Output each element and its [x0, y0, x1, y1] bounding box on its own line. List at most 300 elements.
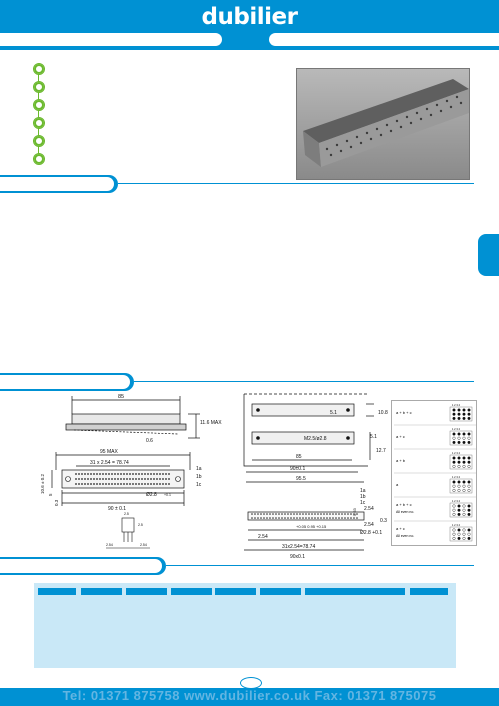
pin-dot: [144, 483, 146, 485]
pin-dot: [147, 478, 149, 480]
pin-dot: [75, 473, 77, 475]
pin-dot: [308, 513, 310, 515]
pin-dot: [129, 473, 131, 475]
pattern-pin: [468, 461, 471, 464]
pattern-pin: [458, 417, 461, 420]
pin-dot: [290, 517, 292, 519]
pin-dot: [108, 478, 110, 480]
pattern-pin: [458, 489, 461, 492]
pin-dot: [111, 478, 113, 480]
pattern-label: a + b: [396, 458, 406, 463]
pcb-row-c: 1c: [360, 500, 366, 506]
pin-dot: [111, 483, 113, 485]
dim-03-label: 0.3: [54, 499, 59, 506]
pin-dot: [254, 513, 256, 515]
pattern-pin: [463, 465, 466, 468]
pin-dot: [96, 478, 98, 480]
pattern-pin: [458, 481, 461, 484]
pin-dot: [350, 517, 352, 519]
pattern-pin: [463, 513, 466, 516]
pin-dot: [266, 513, 268, 515]
pattern-sublabel: All even no.: [396, 534, 415, 538]
pin-dot: [254, 517, 256, 519]
pin-dot: [278, 513, 280, 515]
pin-dot: [344, 513, 346, 515]
pin-dot: [314, 517, 316, 519]
pattern-pin: [453, 409, 456, 412]
pin-dot: [132, 473, 134, 475]
pin-dot: [90, 483, 92, 485]
pin-dot: [93, 478, 95, 480]
pattern-pin: [468, 537, 471, 540]
header-pill-left: [0, 33, 222, 46]
row-b-label: 1b: [196, 474, 202, 480]
pattern-pin: [463, 441, 466, 444]
panel-cutout-drawing: [240, 390, 388, 560]
pin-dot: [84, 473, 86, 475]
pattern-pin: [468, 533, 471, 536]
pin-dot: [153, 483, 155, 485]
pin-dot: [123, 478, 125, 480]
pin-dot: [332, 513, 334, 515]
row-a-label: 1a: [196, 466, 202, 472]
pin-dot: [120, 473, 122, 475]
pattern-pin: [453, 529, 456, 532]
pin-dot: [90, 473, 92, 475]
pattern-pin: [468, 509, 471, 512]
pin-dot: [96, 473, 98, 475]
pin-detail-b1: 2.54: [106, 543, 113, 547]
pin-dot: [81, 473, 83, 475]
pattern-pin: [468, 417, 471, 420]
pin-dot: [338, 513, 340, 515]
pin-detail-b2: 2.54: [140, 543, 147, 547]
pcb-base-label: 90x0.1: [290, 554, 306, 560]
pin-dot: [326, 517, 328, 519]
pin-dot: [335, 517, 337, 519]
pattern-header: 1 2 3 4: [452, 452, 460, 455]
pin-dot: [296, 513, 298, 515]
pin-dot: [87, 473, 89, 475]
pattern-header: 1 2 3 4: [452, 428, 460, 431]
pin-dot: [135, 473, 137, 475]
pattern-pin: [468, 433, 471, 436]
pin-dot: [78, 473, 80, 475]
pattern-pin: [458, 533, 461, 536]
pattern-pin: [468, 409, 471, 412]
pin-dot: [251, 517, 253, 519]
pattern-pin: [463, 409, 466, 412]
bullet-icon: [33, 81, 45, 93]
pin-dot: [284, 517, 286, 519]
pin-dot: [138, 473, 140, 475]
pattern-pin: [463, 433, 466, 436]
pattern-pin: [468, 441, 471, 444]
pin-dot: [108, 483, 110, 485]
pin-pattern-table: [391, 400, 477, 546]
pattern-sublabel: All even no.: [396, 510, 415, 514]
pin-dot: [162, 473, 164, 475]
spec-table-panel: [34, 583, 456, 668]
pattern-label: a + b + c: [396, 502, 412, 507]
pin-dot: [257, 513, 259, 515]
pin-dot: [99, 473, 101, 475]
cutout-dim-955: 95.5: [296, 476, 306, 482]
pin-dot: [257, 517, 259, 519]
pattern-pin: [463, 461, 466, 464]
pin-dot: [165, 478, 167, 480]
pattern-pin: [458, 457, 461, 460]
pin-dot: [281, 513, 283, 515]
pattern-header: 1 2 3 4: [452, 500, 460, 503]
pin-dot: [123, 473, 125, 475]
pin-dot: [87, 478, 89, 480]
pattern-pin: [468, 481, 471, 484]
pin-dot: [114, 473, 116, 475]
pattern-pin: [463, 457, 466, 460]
cutout-dim-85: 85: [296, 454, 302, 460]
pin-dot: [114, 478, 116, 480]
base-label: 90 ± 0.1: [108, 506, 127, 512]
pin-dot: [81, 483, 83, 485]
pattern-label: a + b + c: [396, 410, 412, 415]
pattern-pin: [453, 413, 456, 416]
pin-dot: [314, 513, 316, 515]
pattern-pin: [458, 437, 461, 440]
pin-dot: [96, 483, 98, 485]
pattern-label: a: [396, 482, 399, 487]
pin-dot: [150, 478, 152, 480]
pin-dot: [150, 483, 152, 485]
pcb-dim-254-l: 2.54: [258, 534, 268, 540]
pin-dot: [105, 473, 107, 475]
pin-dot: [293, 517, 295, 519]
pin-dot: [156, 473, 158, 475]
pin-dot: [114, 483, 116, 485]
pattern-pin: [453, 505, 456, 508]
pcb-pitch-label: 31x2.54=78.74: [282, 544, 316, 550]
pattern-pin: [468, 489, 471, 492]
pin-dot: [305, 517, 307, 519]
pin-dot: [165, 473, 167, 475]
pattern-pin: [458, 413, 461, 416]
table-header-cell: [38, 588, 76, 595]
cutout-dim-51-top: 5.1: [330, 410, 337, 416]
pattern-pin: [468, 485, 471, 488]
pin-dot: [317, 517, 319, 519]
pin-dot: [135, 478, 137, 480]
pin-dot: [144, 478, 146, 480]
pin-dot: [150, 473, 152, 475]
pattern-pin: [468, 457, 471, 460]
pattern-pin: [458, 441, 461, 444]
pin-dot: [105, 478, 107, 480]
pin-dot: [132, 478, 134, 480]
pin-dot: [99, 478, 101, 480]
pin-dot: [162, 478, 164, 480]
pattern-pin: [468, 413, 471, 416]
pin-dot: [269, 513, 271, 515]
pattern-pin: [453, 489, 456, 492]
pattern-pin: [458, 485, 461, 488]
pin-dot: [311, 517, 313, 519]
section-tab-1-inner: [0, 177, 114, 191]
pattern-pin: [463, 417, 466, 420]
pattern-header: 1 2 3 4: [452, 404, 460, 407]
pin-dot: [320, 513, 322, 515]
pin-dot: [332, 517, 334, 519]
pin-dot: [126, 483, 128, 485]
pattern-pin: [453, 457, 456, 460]
pattern-pin: [453, 433, 456, 436]
pin-dot: [353, 517, 355, 519]
pattern-label: a + c: [396, 434, 405, 439]
pin-dot: [266, 517, 268, 519]
table-header-cell: [410, 588, 448, 595]
pin-dot: [132, 483, 134, 485]
pin-dot: [347, 517, 349, 519]
pin-dot: [117, 473, 119, 475]
hole-tolerance: +0.1: [164, 493, 171, 497]
pin-dot: [141, 473, 143, 475]
pin-dot: [78, 483, 80, 485]
pin-dot: [317, 513, 319, 515]
pin-dot: [159, 483, 161, 485]
pin-dot: [320, 517, 322, 519]
bullet-icon: [33, 63, 45, 75]
pin-dot: [302, 513, 304, 515]
pin-dot: [117, 478, 119, 480]
pin-dot: [90, 478, 92, 480]
pin-dot: [78, 478, 80, 480]
pin-dot: [260, 513, 262, 515]
front-pitch-label: 31 x 2.54 = 78.74: [90, 460, 129, 466]
pin-dot: [302, 517, 304, 519]
pcb-dim-254-r: 2.54: [364, 506, 374, 512]
pattern-pin: [463, 505, 466, 508]
pattern-pin: [453, 437, 456, 440]
pin-dot: [99, 483, 101, 485]
table-header-cell: [171, 588, 212, 595]
brand-logo: dubilier: [201, 4, 298, 30]
pin-dot: [326, 513, 328, 515]
bullet-icon: [33, 99, 45, 111]
pin-dot: [159, 473, 161, 475]
pin-dot: [156, 483, 158, 485]
pin-dot: [168, 478, 170, 480]
pin-dot: [329, 517, 331, 519]
pin-dot: [263, 513, 265, 515]
side-height-label: 11.6 MAX: [200, 420, 222, 426]
pattern-pin: [453, 533, 456, 536]
pattern-pin: [468, 465, 471, 468]
pin-label: 0.6: [146, 438, 153, 444]
side-index-tab: [478, 234, 499, 276]
pattern-pin: [468, 513, 471, 516]
pin-dot: [120, 478, 122, 480]
table-header-cell: [305, 588, 405, 595]
cutout-dim-127: 12.7: [376, 448, 386, 454]
pin-dot: [138, 483, 140, 485]
pattern-pin: [458, 461, 461, 464]
pin-dot: [347, 513, 349, 515]
footer-contact: Tel: 01371 875758 www.dubilier.co.uk Fax: 01371 875075: [62, 688, 437, 703]
pattern-pin: [453, 513, 456, 516]
pattern-pin: [453, 537, 456, 540]
connector-drawing-left: [40, 390, 230, 560]
pin-dot: [153, 478, 155, 480]
pin-dot: [344, 517, 346, 519]
pattern-pin: [463, 437, 466, 440]
pattern-pin: [463, 481, 466, 484]
header-pill-right: [269, 33, 499, 46]
cutout-dim-51-side: 5.1: [370, 434, 377, 440]
pin-dot: [108, 473, 110, 475]
front-overall-label: 95 MAX: [100, 449, 118, 455]
table-header-cell: [260, 588, 301, 595]
bullet-icon: [33, 135, 45, 147]
pattern-pin: [463, 537, 466, 540]
pattern-pin: [458, 465, 461, 468]
pin-dot: [308, 517, 310, 519]
pin-dot: [296, 517, 298, 519]
pin-dot: [93, 483, 95, 485]
pin-dot: [168, 483, 170, 485]
pin-dot: [284, 513, 286, 515]
pin-dot: [135, 483, 137, 485]
pin-dot: [84, 478, 86, 480]
pattern-pin: [453, 509, 456, 512]
pin-dot: [275, 517, 277, 519]
pin-dot: [263, 517, 265, 519]
pin-dot: [102, 473, 104, 475]
section-rule-1: [118, 183, 474, 184]
pattern-pin: [458, 409, 461, 412]
pin-dot: [141, 483, 143, 485]
pin-dot: [102, 483, 104, 485]
table-header-cell: [126, 588, 167, 595]
pcb-row-a: 1a: [360, 488, 366, 494]
dim-5-label: 5: [48, 493, 53, 496]
pin-dot: [147, 473, 149, 475]
section-rule-3: [166, 565, 474, 566]
pin-dot: [147, 483, 149, 485]
pin-dot: [338, 517, 340, 519]
pin-dot: [278, 517, 280, 519]
pin-dot: [299, 517, 301, 519]
pin-dot: [341, 517, 343, 519]
pin-dot: [93, 473, 95, 475]
bullet-icon: [33, 153, 45, 165]
pin-dot: [269, 517, 271, 519]
pin-dot: [323, 517, 325, 519]
pin-dot: [329, 513, 331, 515]
bullet-icon: [33, 117, 45, 129]
pattern-pin: [463, 509, 466, 512]
pin-dot: [123, 483, 125, 485]
pattern-pin: [453, 461, 456, 464]
pin-dot: [156, 478, 158, 480]
connector-photo: [296, 68, 470, 180]
section-rule-2: [134, 381, 474, 382]
pin-dot: [159, 478, 161, 480]
hole-label: Ø2.8: [146, 492, 157, 498]
pin-dot: [120, 483, 122, 485]
pattern-pin: [453, 417, 456, 420]
pin-dot: [293, 513, 295, 515]
pin-dot: [168, 473, 170, 475]
pattern-pin: [468, 529, 471, 532]
section-tab-2-inner: [0, 375, 130, 389]
table-header-cell: [81, 588, 122, 595]
pin-dot: [260, 517, 262, 519]
cutout-screw-label: M2.5/ø2.8: [304, 436, 327, 442]
pin-dot: [281, 517, 283, 519]
pin-dot: [126, 478, 128, 480]
pcb-dim-03: 0.3: [380, 518, 387, 524]
pcb-row-b: 1b: [360, 494, 366, 500]
pattern-pin: [463, 485, 466, 488]
pin-dot: [335, 513, 337, 515]
pattern-pin: [453, 481, 456, 484]
pattern-header: 1 2 3 4: [452, 476, 460, 479]
pattern-pin: [458, 513, 461, 516]
pin-dot: [275, 513, 277, 515]
pin-dot: [126, 473, 128, 475]
pin-dot: [105, 483, 107, 485]
pattern-pin: [453, 485, 456, 488]
pin-dot: [272, 517, 274, 519]
pin-dot: [165, 483, 167, 485]
pin-dot: [162, 483, 164, 485]
pin-detail-side: 2.5: [138, 523, 143, 527]
pin-dot: [311, 513, 313, 515]
pin-dot: [299, 513, 301, 515]
pattern-pin: [458, 433, 461, 436]
pattern-pin: [458, 505, 461, 508]
pattern-pin: [463, 533, 466, 536]
pattern-pin: [453, 465, 456, 468]
table-header-cell: [215, 588, 256, 595]
pin-dot: [117, 483, 119, 485]
pattern-header: 1 2 3 4: [452, 524, 460, 527]
pattern-pin: [458, 509, 461, 512]
pattern-pin: [453, 441, 456, 444]
pattern-pin: [463, 413, 466, 416]
pin-dot: [356, 517, 358, 519]
pin-dot: [341, 513, 343, 515]
pin-dot: [323, 513, 325, 515]
pin-dot: [287, 513, 289, 515]
pin-dot: [84, 483, 86, 485]
row-c-label: 1c: [196, 482, 202, 488]
pin-dot: [111, 473, 113, 475]
pin-dot: [87, 483, 89, 485]
pin-dot: [287, 517, 289, 519]
pin-dot: [81, 478, 83, 480]
pin-dot: [144, 473, 146, 475]
pattern-pin: [463, 529, 466, 532]
pin-dot: [251, 513, 253, 515]
pin-dot: [305, 513, 307, 515]
pin-dot: [75, 478, 77, 480]
pattern-pin: [458, 529, 461, 532]
pcb-pad-label: +0.05 0.95 +0.15: [296, 524, 327, 529]
pcb-dim-254-right2: 2.54: [364, 522, 374, 528]
pin-dot: [102, 478, 104, 480]
pattern-pin: [468, 505, 471, 508]
pattern-pin: [458, 537, 461, 540]
